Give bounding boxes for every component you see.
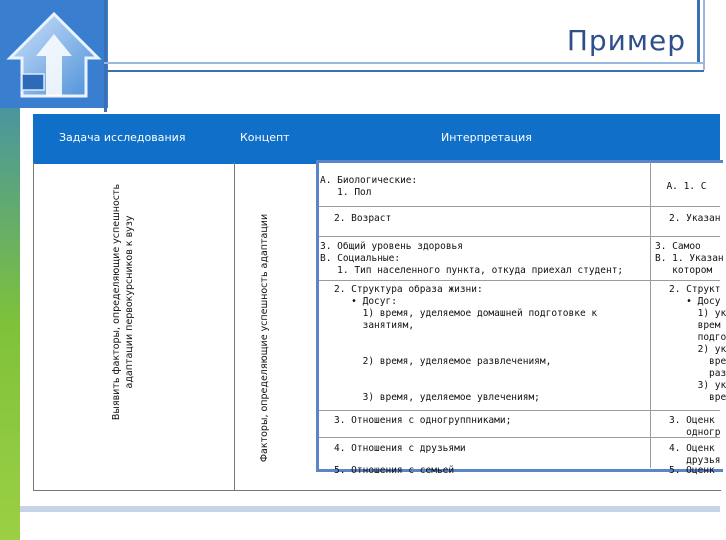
assess-row-3: 3. Самоо В. 1. Указан котором — [655, 241, 724, 276]
task-text — [110, 172, 136, 432]
frame-line-left — [104, 0, 107, 112]
frame-line-right-2 — [703, 0, 705, 70]
task-line-1: Выявить факторы, определяющие успешность — [111, 183, 122, 421]
title-underline — [104, 62, 704, 64]
frame-line-right — [697, 0, 700, 62]
assess-row-2: 2. Указан — [669, 213, 721, 224]
concept-line: Факторы, определяющие успешность адаптации — [259, 213, 270, 463]
assess-row-7: 5. Оценк — [669, 465, 715, 476]
slide-title: Пример — [566, 24, 686, 57]
interpretation-divider — [650, 162, 651, 468]
column-divider-1 — [234, 162, 235, 490]
row-line-5 — [319, 437, 720, 438]
row-line-1 — [319, 206, 720, 207]
header-task: Задача исследования — [59, 131, 186, 144]
assess-row-1: А. 1. С — [655, 181, 707, 192]
row-line-4 — [319, 410, 720, 411]
assess-row-6: 4. Оценк друзья — [669, 443, 721, 466]
header-interpretation: Интерпретация — [441, 131, 532, 144]
interp-row-family: 5. Отношения с семьей — [334, 465, 455, 476]
interp-row-friends: 4. Отношения с друзьями — [334, 443, 466, 454]
bottom-bar — [20, 506, 720, 512]
interp-row-health-social: 3. Общий уровень здоровья В. Социальные: 1. Тип населенного пункта, откуда приехал студент; — [320, 241, 624, 276]
row-line-2 — [319, 236, 720, 237]
header-concept: Концепт — [240, 131, 290, 144]
interp-row-biological: А. Биологические: 1. Пол — [320, 175, 418, 198]
title-underline-2 — [104, 70, 704, 72]
house-arrow-logo — [0, 0, 108, 108]
assess-row-5: 3. Оценк одногр — [669, 415, 721, 438]
row-line-3 — [319, 280, 720, 281]
task-line-2: адаптации первокурсников к вузу — [124, 215, 135, 389]
interp-row-groupmates: 3. Отношения с одногруппниками; — [334, 415, 512, 426]
interp-row-lifestyle: 2. Структура образа жизни: • Досуг: 1) время, уделяемое домашней подготовке к занятиям, 2) время, уделяемое развлечениям, 3) время, уделяемое увлечениям; — [334, 284, 598, 403]
interp-row-age: 2. Возраст — [334, 213, 392, 224]
assess-row-4: 2. Структ • Досу 1) врем подго 2) вре раз 3) вре — [669, 284, 726, 403]
table-header — [33, 112, 720, 164]
concept-text — [258, 188, 271, 488]
